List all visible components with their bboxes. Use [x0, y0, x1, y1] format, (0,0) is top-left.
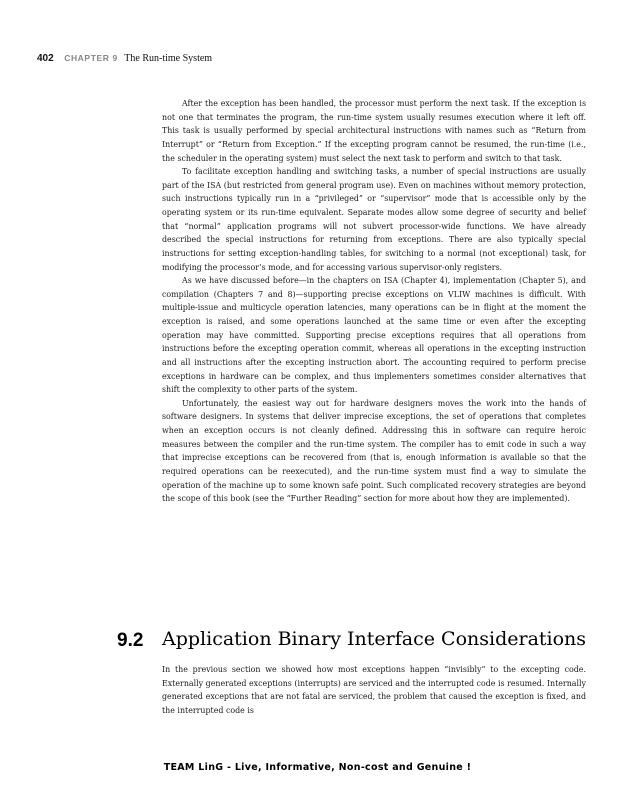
paragraph: After the exception has been handled, the processor must perform the next task. If the exception is not one that terminates the program, the run-time system usually resumes execution where it left off. This task is usually performed by special architectural instructions with names such as “Return from Interrupt” or “Return from Exception.” If the excepting program cannot be resumed, the run-time (i.e., the scheduler in the operating system) must select the next task to perform and switch to that task.	[162, 99, 586, 163]
section-title: Application Binary Interface Considerations	[162, 628, 587, 650]
body-text	[162, 97, 586, 506]
chapter-title: The Run-time System	[124, 53, 213, 64]
running-head	[37, 53, 212, 67]
paragraph: Unfortunately, the easiest way out for hardware designers moves the work into the hands of software designers. In systems that deliver imprecise exceptions, the set of operations that completes when an exception occurs is not cleanly defined. Addressing this in software can require heroic measures between the compiler and the run-time system. The compiler has to emit code in such a way that imprecise exceptions can be recovered from (that is, enough information is available so that the required operations can be reexecuted), and the run-time system must find a way to simulate the operation of the machine up to some known safe point. Such complicated recovery strategies are beyond the scope of this book (see the “Further Reading” section for more about how they are implemented).	[162, 398, 586, 504]
paragraph: To facilitate exception handling and switching tasks, a number of special instructions are usually part of the ISA (but restricted from general program use). Even on machines without memory protection, such instructions typically run in a “privileged” or “supervisor” mode that is accessible only by the operating system or its run-time equivalent. Separate modes allow some degree of security and belief that “normal” application programs will not subvert processor-wide functions. We have already described the special instructions for returning from exceptions. There are also typically special instructions for setting exception-handling tables, for switching to a normal (not exceptional) task, for modifying the processor’s mode, and for accessing various supervisor-only registers.	[162, 167, 586, 272]
footer-watermark: TEAM LinG - Live, Informative, Non-cost and Genuine !	[163, 762, 472, 773]
page-number: 402	[37, 53, 54, 64]
paragraph: As we have discussed before—in the chapters on ISA (Chapter 4), implementation (Chapter 5), and compilation (Chapters 7 and 8)—supporting precise exceptions on VLIW machines is difficult. With multiple-issue and multicycle operation latencies, many operations can be in flight at the moment the exception is raised, and some operations launched at the same time or even after the excepting operation may have committed. Supporting precise exceptions requires that all operations from instructions before the excepting operation commit, whereas all operations in the excepting instruction and all instructions after the excepting instruction abort. The accounting required to perform precise exceptions in hardware can be complex, and thus implementers sometimes consider alternatives that shift the complexity to other parts of the system.	[162, 276, 586, 395]
section-number: 9.2	[117, 630, 144, 651]
section-heading	[0, 630, 635, 660]
section-body-text	[162, 663, 586, 718]
chapter-label: CHAPTER 9	[64, 53, 118, 63]
paragraph: In the previous section we showed how most exceptions happen “invisibly” to the excepting code. Externally generated exceptions (interrupts) are serviced and the interrupted code is resumed. Internally generated exceptions that are not fatal are serviced, the problem that caused the exception is fixed, and the interrupted code is	[162, 665, 586, 715]
